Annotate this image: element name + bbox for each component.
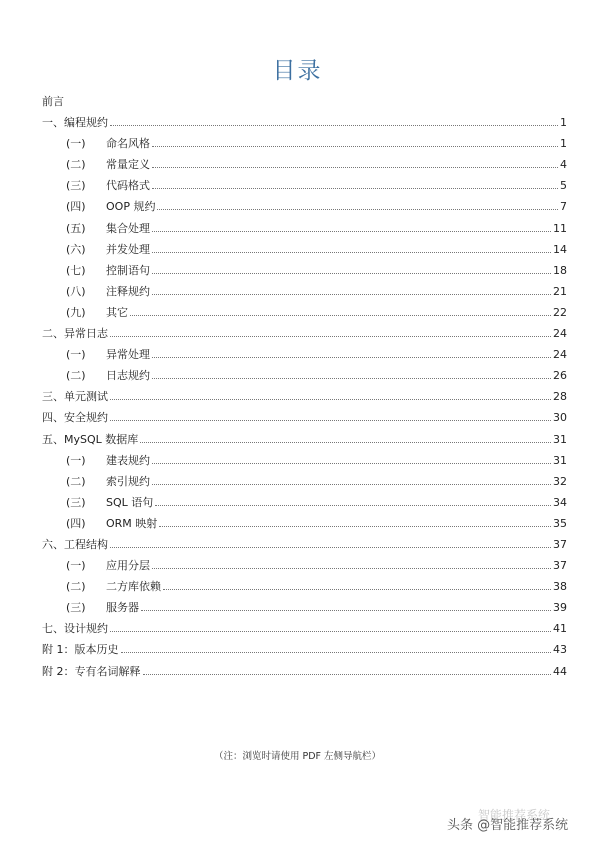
toc-subsection-entry[interactable] (42, 235, 567, 256)
table-of-contents (42, 108, 567, 678)
toc-entry-title: 编程规约 (64, 116, 108, 130)
toc-section-entry[interactable] (42, 382, 567, 403)
toc-entry-page-number: 34 (553, 495, 567, 509)
toc-section-entry[interactable] (42, 403, 567, 424)
toc-entry-page-number: 24 (553, 348, 567, 362)
toc-section-entry[interactable] (42, 635, 567, 656)
toc-entry-title: 应用分层 (106, 559, 150, 573)
toc-entry-title: 常量定义 (106, 158, 150, 172)
toc-section-entry[interactable] (42, 319, 567, 340)
toc-entry-page-number: 31 (553, 432, 567, 446)
toc-entry-number: (一) (66, 348, 86, 362)
dot-leader (152, 167, 558, 168)
toc-subsection-entry[interactable] (42, 213, 567, 234)
toc-entry-title: 设计规约 (64, 622, 108, 636)
toc-section-entry[interactable] (42, 614, 567, 635)
toc-entry-number: 六、 (42, 537, 64, 551)
toc-entry-page-number: 38 (553, 580, 567, 594)
toc-subsection-entry[interactable] (42, 129, 567, 150)
dot-leader (140, 442, 551, 443)
toc-entry-page-number: 35 (553, 516, 567, 530)
toc-subsection-entry[interactable] (42, 277, 567, 298)
toc-entry-page-number: 11 (553, 221, 567, 235)
toc-entry-number: 三、 (42, 390, 64, 404)
toc-entry-page-number: 37 (553, 537, 567, 551)
toc-entry-page-number: 39 (553, 601, 567, 615)
dot-leader (141, 610, 551, 611)
dot-leader (110, 420, 551, 421)
toc-entry-title: 二方库依赖 (106, 580, 161, 594)
toc-entry-number: (二) (66, 158, 86, 172)
toc-entry-page-number: 5 (560, 179, 567, 193)
toc-subsection-entry[interactable] (42, 446, 567, 467)
toc-entry-number: (七) (66, 263, 86, 277)
toc-subsection-entry[interactable] (42, 171, 567, 192)
toc-entry-title: 版本历史 (74, 643, 119, 657)
toc-entry-title: 单元测试 (64, 390, 108, 404)
toc-entry-number: (二) (66, 369, 86, 383)
dot-leader (110, 399, 551, 400)
toc-entry-title: 服务器 (106, 601, 139, 615)
dot-leader (110, 336, 551, 337)
toc-entry-number: (五) (66, 221, 86, 235)
toc-entry-page-number: 41 (553, 622, 567, 636)
toc-entry-title: 建表规约 (106, 453, 150, 467)
toc-entry-title: ORM 映射 (106, 516, 158, 530)
toc-entry-title: 专有名词解释 (74, 664, 141, 678)
toc-entry-title: 命名风格 (106, 137, 150, 151)
dot-leader (157, 209, 558, 210)
dot-leader (110, 631, 551, 632)
toc-entry-title: 并发处理 (106, 242, 150, 256)
toc-entry-title: OOP 规约 (106, 200, 156, 214)
toc-subsection-entry[interactable] (42, 150, 567, 171)
toc-entry-title: 异常日志 (64, 327, 108, 341)
toc-subsection-entry[interactable] (42, 593, 567, 614)
page-title: 目录 (272, 58, 323, 84)
dot-leader (110, 125, 558, 126)
toc-entry-page-number: 18 (553, 263, 567, 277)
toc-subsection-entry[interactable] (42, 572, 567, 593)
toc-entry-page-number: 1 (560, 116, 567, 130)
toc-entry-number: (一) (66, 559, 86, 573)
toc-entry-number: (二) (66, 474, 86, 488)
dot-leader (152, 294, 551, 295)
toc-entry-page-number: 32 (553, 474, 567, 488)
toc-entry-number: (六) (66, 242, 86, 256)
dot-leader (152, 357, 551, 358)
dot-leader (152, 231, 551, 232)
toc-entry-page-number: 37 (553, 559, 567, 573)
toc-subsection-entry[interactable] (42, 467, 567, 488)
toc-entry-page-number: 28 (553, 390, 567, 404)
dot-leader (163, 589, 551, 590)
toc-section-entry[interactable] (42, 530, 567, 551)
dot-leader (152, 378, 551, 379)
dot-leader (152, 484, 551, 485)
dot-leader (152, 568, 551, 569)
toc-entry-title: 索引规约 (106, 474, 150, 488)
toc-entry-title: 日志规约 (106, 369, 150, 383)
toc-entry-page-number: 24 (553, 327, 567, 341)
navigation-note: （注：浏览时请使用 PDF 左侧导航栏） (213, 751, 382, 762)
dot-leader (152, 252, 551, 253)
toc-entry-title: 注释规约 (106, 284, 150, 298)
toc-entry-page-number: 30 (553, 411, 567, 425)
toc-entry-number: (三) (66, 495, 86, 509)
dot-leader (152, 463, 551, 464)
toc-entry-page-number: 7 (560, 200, 567, 214)
toc-entry-number: 附 2： (42, 664, 75, 678)
toc-entry-title: 代码格式 (106, 179, 150, 193)
toc-entry-number: (一) (66, 453, 86, 467)
toc-entry-page-number: 1 (560, 137, 567, 151)
toc-subsection-entry[interactable] (42, 256, 567, 277)
toc-entry-title: 工程结构 (64, 537, 108, 551)
toc-section-entry[interactable] (42, 656, 567, 677)
toc-entry-number: (九) (66, 305, 86, 319)
toc-entry-number: 七、 (42, 622, 64, 636)
toc-subsection-entry[interactable] (42, 192, 567, 213)
dot-leader (159, 526, 551, 527)
dot-leader (121, 652, 552, 653)
toc-entry-title: 其它 (106, 305, 128, 319)
toc-entry-number: (三) (66, 601, 86, 615)
toc-entry-number: 五、 (42, 432, 64, 446)
toc-entry-number: (二) (66, 580, 86, 594)
toc-entry-number: (一) (66, 137, 86, 151)
toc-entry-title: 集合处理 (106, 221, 150, 235)
watermark-ghost: 智能推荐系统 (478, 808, 551, 822)
toc-subsection-entry[interactable] (42, 298, 567, 319)
toc-section-entry[interactable] (42, 424, 567, 445)
toc-entry-number: (四) (66, 516, 86, 530)
toc-entry-number: (三) (66, 179, 86, 193)
toc-subsection-entry[interactable] (42, 340, 567, 361)
toc-entry-page-number: 44 (553, 664, 567, 678)
dot-leader (152, 273, 551, 274)
toc-entry-number: 二、 (42, 327, 64, 341)
dot-leader (130, 315, 551, 316)
toc-entry-page-number: 43 (553, 643, 567, 657)
toc-entry-page-number: 21 (553, 284, 567, 298)
toc-entry-title: 安全规约 (64, 411, 108, 425)
toc-subsection-entry[interactable] (42, 509, 567, 530)
toc-entry-number: 四、 (42, 411, 64, 425)
dot-leader (110, 547, 551, 548)
toc-entry-title: 异常处理 (106, 348, 150, 362)
toc-entry-page-number: 22 (553, 305, 567, 319)
toc-section-entry[interactable] (42, 108, 567, 129)
dot-leader (143, 674, 552, 675)
toc-preface: 前言 (42, 95, 64, 108)
toc-subsection-entry[interactable] (42, 361, 567, 382)
dot-leader (155, 505, 551, 506)
toc-subsection-entry[interactable] (42, 551, 567, 572)
toc-entry-page-number: 4 (560, 158, 567, 172)
toc-entry-title: 控制语句 (106, 263, 150, 277)
toc-entry-number: 附 1： (42, 643, 75, 657)
toc-entry-title: SQL 语句 (106, 495, 154, 509)
toc-entry-page-number: 31 (553, 453, 567, 467)
toc-entry-number: 一、 (42, 116, 64, 130)
toc-entry-page-number: 26 (553, 369, 567, 383)
toc-entry-number: (四) (66, 200, 86, 214)
dot-leader (152, 188, 558, 189)
toc-entry-number: (八) (66, 284, 86, 298)
toc-subsection-entry[interactable] (42, 488, 567, 509)
toc-entry-page-number: 14 (553, 242, 567, 256)
toc-entry-title: MySQL 数据库 (64, 432, 139, 446)
dot-leader (152, 146, 558, 147)
watermark: 头条 @智能推荐系统 (447, 818, 569, 833)
